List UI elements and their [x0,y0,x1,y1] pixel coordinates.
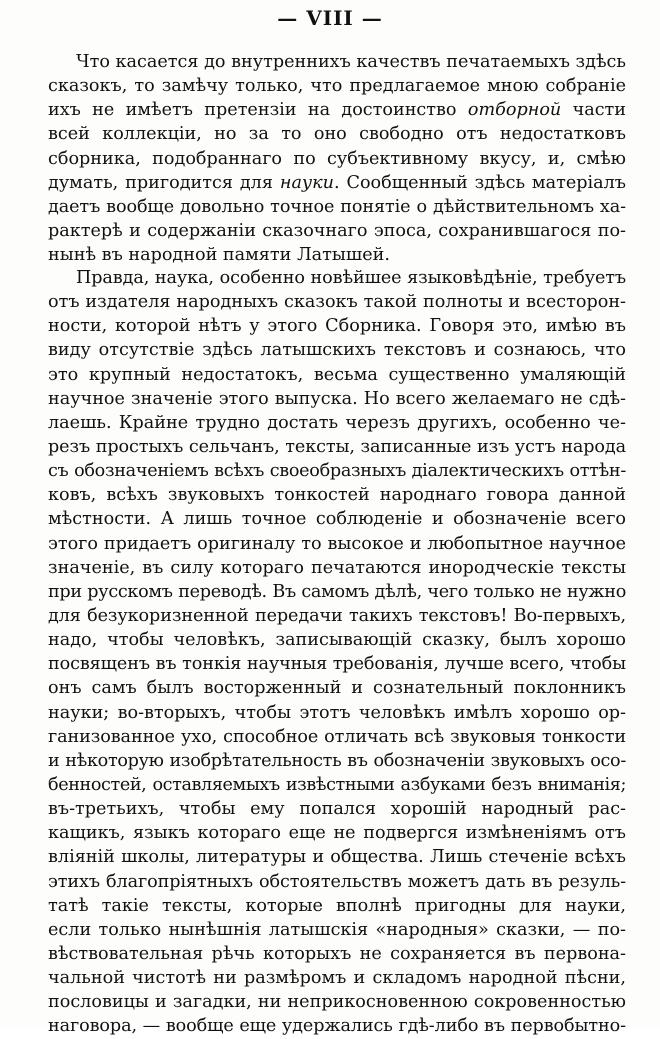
text-line: надо, чтобы человѣкъ, записывающій сказку, былъ хорошо [48,630,626,651]
text-line: ности, которой нѣтъ у этого Сборника. Говоря это, имѣю въ [48,316,626,337]
text-line: бенностей, оставляемыхъ извѣстными азбуками безъ вниманія; [48,774,626,795]
text-line: науки; во-вторыхъ, чтобы этотъ человѣкъ имѣлъ хорошо ор- [48,702,626,723]
text-line: этихъ благопріятныхъ обстоятельствъ можетъ дать въ резуль- [48,871,626,892]
text-line: рактерѣ и содержаніи сказочнаго эпоса, сохранившагося по- [48,220,626,241]
text-line [48,98,626,122]
text-line: виду отсутствіе здѣсь латышскихъ текстовъ и сознаюсь, что [48,340,626,361]
paragraph-2 [48,266,626,1039]
text-line: татѣ такіе тексты, которые вполнѣ пригодны для науки, [48,895,626,916]
text-line: отъ издателя народныхъ сказокъ такой полноты и всесторон- [48,292,626,313]
text-line: онъ самъ былъ восторженный и сознательный поклонникъ [48,678,626,699]
text-line: ганизованное ухо, способное отличать всѣ звуковыя тонкости [48,726,626,747]
text-span: части [572,100,627,121]
text-line: значеніе, въ силу котораго печатаются инородческіе тексты [48,557,626,578]
text-line [48,171,626,195]
text-line: при русскомъ переводѣ. Въ самомъ дѣлѣ, чего только не нужно [48,581,626,602]
text-line: и нѣкоторую изобрѣтательность въ обозначеніи звуковыхъ осо- [48,750,626,771]
text-line: посвященъ въ тонкія научныя требованія, лучше всего, чтобы [48,654,626,675]
text-line: съ обозначеніемъ всѣхъ своеобразныхъ діалектическихъ оттѣн- [48,461,626,482]
text-line: Что касается до внутреннихъ качествъ печатаемыхъ здѣсь [76,52,626,72]
paragraph-1 [48,50,626,267]
text-line: даетъ вообще довольно точное понятіе о дѣйствительномъ ха- [48,196,626,217]
text-line: мѣстности. А лишь точное соблюденіе и обозначеніе всего [48,509,626,530]
text-line: сказокъ, то замѣчу только, что предлагаемое мною собраніе [48,76,626,97]
text-line: для безукоризненной передачи такихъ текстовъ! Во-первыхъ, [48,605,626,626]
text-line: научное значеніе этого выпуска. Но всего желаемаго не сдѣ- [48,388,626,409]
text-line: чальной чистотѣ ни размѣромъ и складомъ народной пѣсни, [48,968,626,989]
page-number: — VIII — [277,6,383,30]
text-line: наговора, — вообще еще удержались гдѣ-либо въ первобытно- [48,1016,626,1037]
emphasized-word: науки [279,172,334,193]
text-span: . Сообщенный здѣсь матеріалъ [333,172,627,193]
text-line: если только нынѣшнія латышскія «народныя» сказки, — по- [48,919,626,940]
text-line: пословицы и загадки, ни неприкосновенною сокровенностью [48,992,626,1013]
text-line: вѣствовательная рѣчь которыхъ не сохраняется въ первона- [48,943,626,964]
text-line: вліяній школы, литературы и общества. Лишь стеченіе всѣхъ [48,847,626,868]
text-span: ихъ не имѣетъ претензіи на достоинство [48,100,457,121]
text-line: въ-третьихъ, чтобы ему попался хорошій народный рас- [48,799,626,820]
emphasized-word: отборной [467,100,562,121]
text-line: всей коллекціи, но за то оно свободно отъ недостатковъ [48,124,626,145]
text-line: сборника, подобраннаго по субъективному вкусу, и, смѣю [48,148,626,169]
text-line: ковъ, всѣхъ звуковыхъ тонкостей народнаго говора данной [48,485,626,506]
text-line: нынѣ въ народной памяти Латышей. [48,245,390,266]
text-line: лаешь. Крайне трудно достать черезъ другихъ, особенно че- [48,412,626,433]
text-line: резъ простыхъ сельчанъ, тексты, записанные изъ устъ народа [48,436,626,457]
text-line: этого придаетъ оригиналу то высокое и любопытное научное [48,533,626,554]
text-span: думать, пригодится для [48,172,273,193]
text-line: кащикъ, языкъ котораго еще не подвергся измѣненіямъ отъ [48,823,626,844]
text-line: Правда, наука, особенно новѣйшее языковѣдѣніе, требуетъ [76,268,626,288]
text-line: это крупный недостатокъ, весьма существенно умаляющій [48,364,626,385]
